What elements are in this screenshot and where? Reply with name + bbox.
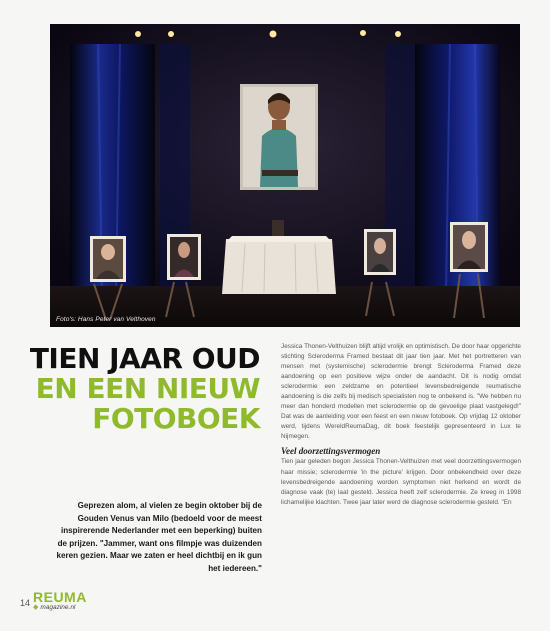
intro-quote: Geprezen alom, al vielen ze begin oktober bij de Gouden Venus van Milo (bedoeld voor de meest inspirerende Nederlander met een beperking) buiten de prijzen. "Jammer, want ons filmpje was duizenden keren gezien. Maar we zaten er heel dichtbij en ik gun het iedereen." — [56, 501, 262, 573]
stage-photo — [50, 24, 520, 327]
brand-logo — [33, 590, 87, 612]
headline — [30, 344, 260, 434]
article-body — [281, 342, 521, 508]
brand-subtitle: magazine.nl — [40, 604, 76, 611]
headline-line-1: TIEN JAAR OUD — [29, 342, 260, 375]
body-paragraph-2: Tien jaar geleden begon Jessica Thonen-Velthuizen met veel doorzettingsvermogen haar missie; sclerodermie 'in the picture' krijgen. Door onbekendheid over deze levensbedreigende aandoening worden symptomen niet herkend en wordt de diagnose vaak (te) laat gesteld. Jessica heeft zelf sclerodermie. Ze kreeg in 1998 lichamelijke klachten. Twee jaar later werd de diagnose sclerodermie gesteld. "En — [281, 458, 521, 506]
brand-name: REUMA — [33, 589, 87, 605]
page-number: 14 — [20, 598, 31, 608]
stage-illustration — [50, 24, 520, 327]
photo-credit: Foto's: Hans Peter van Velthoven — [56, 316, 156, 323]
body-paragraph-1: Jessica Thonen-Velthuizen blijft altijd vrolijk en optimistisch. De door haar opgerichte stichting Scleroderma Framed bestaat dit jaar tien jaar. Met het portretteren van mensen met (systemische) sclerodermie brengt Scleroderma Framed deze aandoening op een positieve wijze onder de aandacht. Dit is nodig omdat sclerodermie een zeldzame en potentieel levensbedreigende reumatische aandoening is die zelfs bij medisch specialisten nog te onbekend is. "We hebben nu meer dan honderd modellen met sclerodermie op de gevoelige plaat vastgelegd!" Dat was de aanleiding voor een feest en een nieuw fotoboek. Op vrijdag 12 oktober werd, tijdens WereldReumaDag, dit boek feestelijk gepresenteerd in Lux te Nijmegen. — [281, 343, 521, 441]
subheading: Veel doorzettingsvermogen — [281, 446, 381, 457]
headline-line-3: FOTOBOEK — [92, 402, 260, 435]
headline-line-2: EN EEN NIEUW — [35, 372, 260, 405]
bullet-icon: ◆ — [33, 604, 41, 611]
